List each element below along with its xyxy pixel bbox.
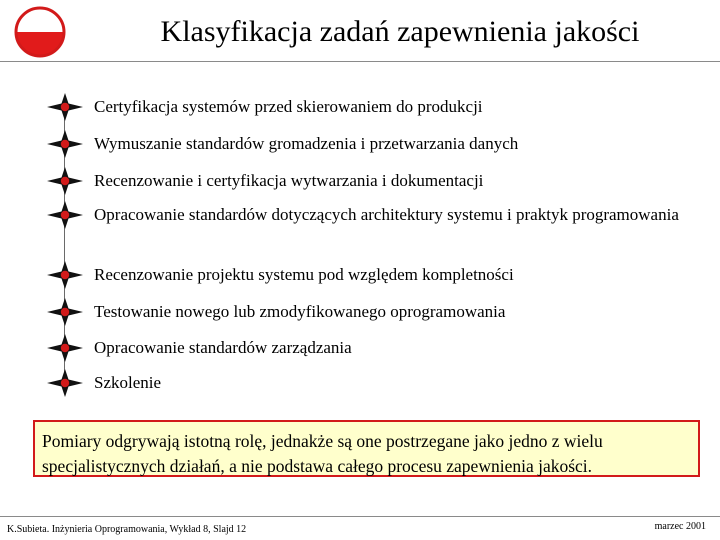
footer-date: marzec 2001 [654,521,706,532]
bullet-text: Recenzowanie i certyfikacja wytwarzania i dokumentacji [94,171,484,190]
bullet-text: Wymuszanie standardów gromadzenia i przetwarzania danych [94,134,519,153]
four-pointed-star-icon [45,167,85,195]
bullet-text: Recenzowanie projektu systemu pod względem kompletności [94,265,514,284]
bullet-text: Certyfikacja systemów przed skierowaniem do produkcji [94,97,483,116]
four-pointed-star-icon [45,298,85,326]
four-pointed-star-icon [45,334,85,362]
footer-divider [0,516,720,517]
four-pointed-star-icon [45,93,85,121]
four-pointed-star-icon [45,369,85,397]
bullet-text: Opracowanie standardów zarządzania [94,338,352,357]
four-pointed-star-icon [45,201,85,229]
four-pointed-star-icon [45,130,85,158]
note-box: Pomiary odgrywają istotną rolę, jednakże są one postrzegane jako jedno z wielu specjalistycznych działań, a nie podstawa całego procesu zapewnienia jakości. [33,420,700,477]
bullet-text: Szkolenie [94,373,162,392]
bullet-text: Testowanie nowego lub zmodyfikowanego oprogramowania [94,302,506,321]
four-pointed-star-icon [45,261,85,289]
bullet-text: Opracowanie standardów dotyczących architektury systemu i praktyk programowania [94,205,679,224]
slide-title: Klasyfikacja zadań zapewnienia jakości [160,15,640,48]
footer-source: K.Subieta. Inżynieria Oprogramowania, Wykład 8, Slajd 12 [7,524,247,535]
